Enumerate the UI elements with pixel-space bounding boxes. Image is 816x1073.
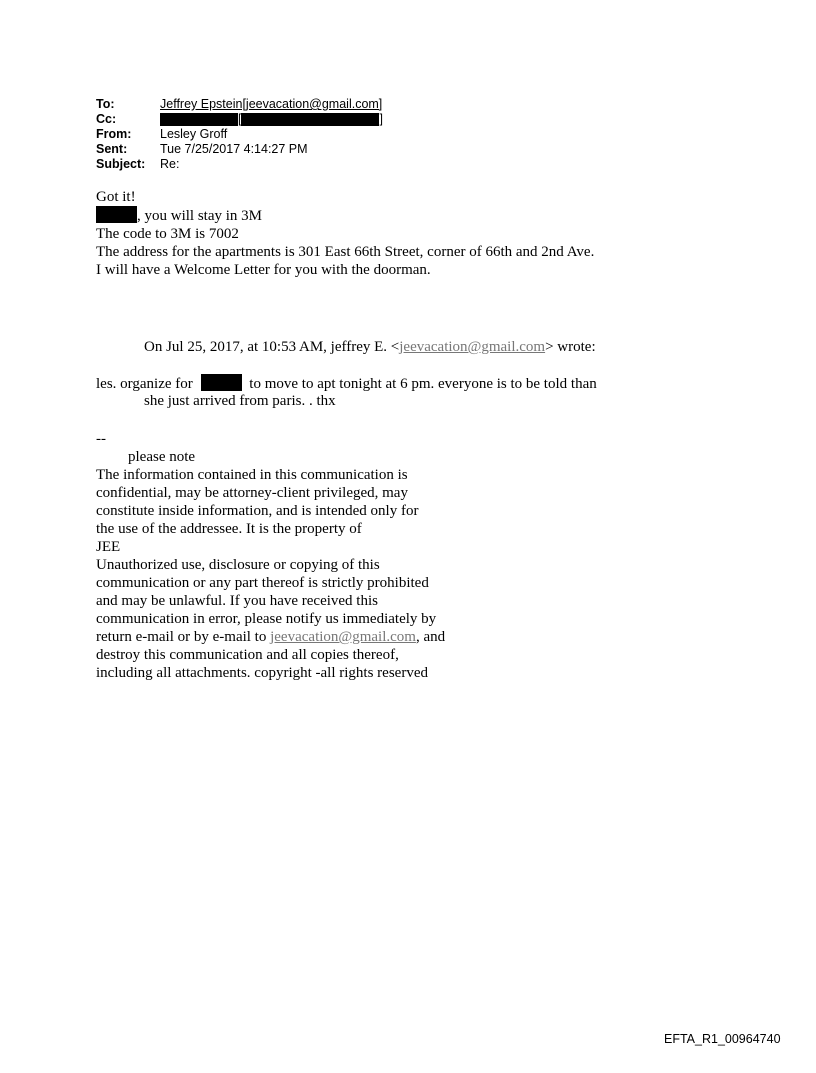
body-line: I will have a Welcome Letter for you with the doorman.	[96, 262, 431, 278]
disclaimer-line: including all attachments. copyright -all rights reserved	[96, 665, 428, 681]
from-row	[96, 127, 383, 142]
redaction-box	[96, 206, 137, 223]
quoted-message-line2: she just arrived from paris. . thx	[144, 393, 336, 409]
subject-value: Re:	[160, 157, 180, 171]
quoted-message-text: les. organize for	[96, 376, 193, 392]
disclaimer-email-link[interactable]: jeevacation@gmail.com	[270, 629, 416, 645]
quote-intro-text: On Jul 25, 2017, at 10:53 AM, jeffrey E. <	[144, 339, 400, 355]
signature-dashes: --	[96, 431, 106, 447]
redaction-box	[160, 113, 238, 126]
body-line-text: , you will stay in 3M	[137, 208, 263, 224]
disclaimer-line: the use of the addressee. It is the property of	[96, 521, 362, 537]
cc-label: Cc:	[96, 112, 117, 126]
redaction-box	[241, 113, 379, 126]
disclaimer-line: JEE	[96, 539, 121, 555]
reply-body	[96, 188, 594, 279]
cc-value	[160, 112, 383, 127]
body-line: Got it!	[96, 189, 136, 205]
cc-bracket-close: ]	[379, 112, 383, 126]
quote-intro-tail: > wrote:	[545, 339, 596, 355]
cc-bracket-open: [	[238, 112, 242, 126]
disclaimer-line: communication in error, please notify us immediately by	[96, 611, 437, 627]
disclaimer-line	[96, 628, 445, 646]
quoted-message-text: to move to apt tonight at 6 pm. everyone is to be told than	[249, 376, 597, 392]
disclaimer-line: The information contained in this communication is	[96, 467, 408, 483]
disclaimer-text: , and	[415, 629, 446, 645]
body-line: The address for the apartments is 301 East 66th Street, corner of 66th and 2nd Ave.	[96, 244, 595, 260]
email-header	[96, 97, 383, 172]
sender-email-link[interactable]: jeevacation@gmail.com	[399, 339, 546, 355]
quoted-message	[96, 374, 597, 393]
disclaimer-line: Unauthorized use, disclosure or copying of this	[96, 557, 380, 573]
redaction-box	[201, 374, 242, 391]
disclaimer-line: confidential, may be attorney-client privileged, may	[96, 485, 408, 501]
disclaimer-line: destroy this communication and all copies thereof,	[96, 647, 399, 663]
sent-label: Sent:	[96, 142, 128, 156]
to-label: To:	[96, 97, 115, 111]
disclaimer	[96, 466, 445, 682]
subject-row	[96, 157, 383, 172]
sent-value: Tue 7/25/2017 4:14:27 PM	[160, 142, 308, 156]
signature-note: please note	[128, 449, 196, 465]
subject-label: Subject:	[96, 157, 146, 171]
body-line	[96, 206, 594, 225]
to-row	[96, 97, 383, 112]
from-label: From:	[96, 127, 132, 141]
disclaimer-line: and may be unlawful. If you have received this	[96, 593, 378, 609]
body-line: The code to 3M is 7002	[96, 226, 239, 242]
to-value: Jeffrey Epstein[jeevacation@gmail.com]	[160, 97, 383, 111]
disclaimer-text: return e-mail or by e-mail to	[96, 629, 271, 645]
cc-row	[96, 112, 383, 127]
sent-row	[96, 142, 383, 157]
document-id: EFTA_R1_00964740	[664, 1032, 781, 1046]
from-value: Lesley Groff	[160, 127, 228, 141]
disclaimer-line: communication or any part thereof is strictly prohibited	[96, 575, 429, 591]
quote-intro	[144, 338, 596, 356]
disclaimer-line: constitute inside information, and is intended only for	[96, 503, 419, 519]
